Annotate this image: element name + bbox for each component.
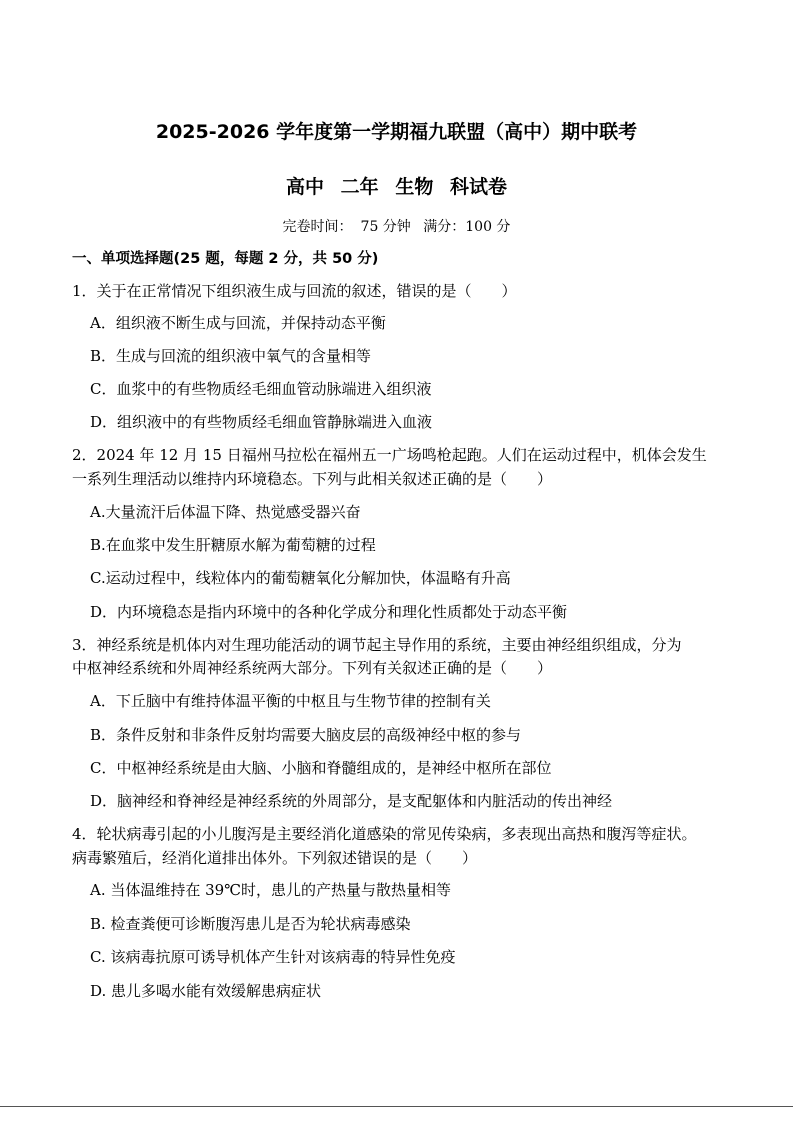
question-3-option-c: C．中枢神经系统是由大脑、小脑和脊髓组成的，是神经中枢所在部位	[90, 759, 552, 777]
exam-subtitle	[0, 172, 793, 199]
question-3-stem-line1: 3．神经系统是机体内对生理功能活动的调节起主导作用的系统，主要由神经组织组成，分为	[72, 636, 682, 654]
question-2-option-a: A.大量流汗后体温下降、热觉感受器兴奋	[90, 503, 361, 521]
question-1-stem: 1．关于在正常情况下组织液生成与回流的叙述，错误的是（ ）	[72, 282, 517, 300]
question-2-option-d: D．内环境稳态是指内环境中的各种化学成分和理化性质都处于动态平衡	[90, 603, 568, 621]
question-2-stem-line2: 一系列生理活动以维持内环境稳态。下列与此相关叙述正确的是（ ）	[72, 470, 553, 488]
time-value: 75 分钟	[360, 219, 411, 235]
question-3-option-b: B．条件反射和非条件反射均需要大脑皮层的高级神经中枢的参与	[90, 726, 522, 744]
exam-title: 2025-2026 学年度第一学期福九联盟（高中）期中联考	[155, 121, 638, 143]
question-4-option-c: C. 该病毒抗原可诱导机体产生针对该病毒的特异性免疫	[90, 948, 456, 966]
question-1-option-d: D．组织液中的有些物质经毛细血管静脉端进入血液	[90, 413, 433, 431]
question-1-option-a: A．组织液不断生成与回流，并保持动态平衡	[90, 314, 386, 332]
page-bottom-rule	[0, 1106, 793, 1107]
score-label: 满分：100 分	[423, 219, 511, 235]
question-3-option-a: A．下丘脑中有维持体温平衡的中枢且与生物节律的控制有关	[90, 692, 491, 710]
subtitle-suffix: 科试卷	[449, 176, 507, 198]
question-3-option-d: D．脑神经和脊神经是神经系统的外周部分，是支配躯体和内脏活动的传出神经	[90, 792, 613, 810]
question-1-option-b: B．生成与回流的组织液中氧气的含量相等	[90, 347, 372, 365]
question-1-option-c: C．血浆中的有些物质经毛细血管动脉端进入组织液	[90, 380, 432, 398]
exam-info	[0, 216, 793, 236]
question-4-stem-line2: 病毒繁殖后，经消化道排出体外。下列叙述错误的是（ ）	[72, 849, 478, 867]
question-4-option-a: A. 当体温维持在 39℃时，患儿的产热量与散热量相等	[90, 881, 452, 899]
question-3-stem-line2: 中枢神经系统和外周神经系统两大部分。下列有关叙述正确的是（ ）	[72, 659, 553, 677]
subtitle-level: 高中	[286, 176, 325, 198]
question-4-stem-line1: 4．轮状病毒引起的小儿腹泻是主要经消化道感染的常见传染病，多表现出高热和腹泻等症状。	[72, 825, 697, 843]
question-4-option-d: D. 患儿多喝水能有效缓解患病症状	[90, 982, 322, 1000]
question-2-option-b: B.在血浆中发生肝糖原水解为葡萄糖的过程	[90, 536, 376, 554]
time-label: 完卷时间：	[282, 219, 353, 235]
subtitle-subject: 生物	[395, 176, 434, 198]
question-4-option-b: B. 检查粪便可诊断腹泻患儿是否为轮状病毒感染	[90, 915, 411, 933]
question-2-stem-line1: 2．2024 年 12 月 15 日福州马拉松在福州五一广场鸣枪起跑。人们在运动过程中，机体会发生	[72, 446, 707, 464]
section-title: 一、单项选择题(25 题，每题 2 分，共 50 分)	[72, 251, 379, 267]
subtitle-grade: 二年	[340, 176, 379, 198]
question-2-option-c: C.运动过程中，线粒体内的葡萄糖氧化分解加快，体温略有升高	[90, 569, 511, 587]
